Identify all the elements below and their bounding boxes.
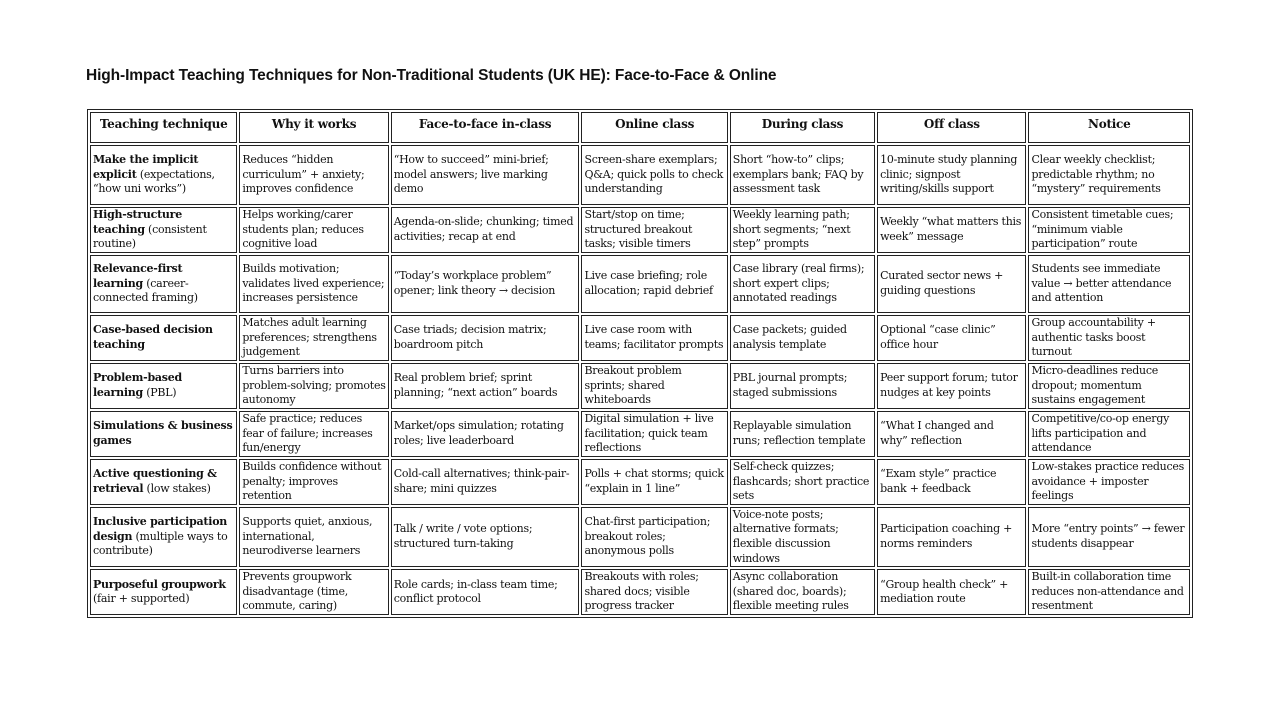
technique-cell xyxy=(90,363,237,409)
table-row xyxy=(90,207,1190,253)
online-cell: Start/stop on time; structured breakout tasks; visible timers xyxy=(581,207,727,253)
notice-cell: Students see immediate value → better attendance and attention xyxy=(1028,255,1190,313)
column-header-why: Why it works xyxy=(239,112,388,143)
f2f-cell: Real problem brief; sprint planning; “next action” boards xyxy=(391,363,580,409)
why-cell: Supports quiet, anxious, international, neurodiverse learners xyxy=(239,507,388,567)
during-cell: Weekly learning path; short segments; “next step” prompts xyxy=(730,207,875,253)
technique-cell xyxy=(90,207,237,253)
column-header-notice: Notice xyxy=(1028,112,1190,143)
online-cell: Breakout problem sprints; shared whiteboards xyxy=(581,363,727,409)
technique-name: Simulations & business games xyxy=(93,419,233,447)
column-header-online: Online class xyxy=(581,112,727,143)
online-cell: Live case briefing; role allocation; rapid debrief xyxy=(581,255,727,313)
technique-cell xyxy=(90,569,237,615)
technique-name: Active questioning & retrieval xyxy=(93,467,217,495)
table-row xyxy=(90,255,1190,313)
table-row xyxy=(90,459,1190,505)
table-row xyxy=(90,363,1190,409)
f2f-cell: Talk / write / vote options; structured turn-taking xyxy=(391,507,580,567)
technique-note: (expectations, “how uni works”) xyxy=(93,167,215,196)
f2f-cell: Cold-call alternatives; think-pair-share; mini quizzes xyxy=(391,459,580,505)
techniques-table xyxy=(87,109,1193,618)
off-cell: Participation coaching + norms reminders xyxy=(877,507,1026,567)
technique-note: (consistent routine) xyxy=(93,222,207,251)
column-header-f2f: Face-to-face in-class xyxy=(391,112,580,143)
technique-note: (fair + supported) xyxy=(93,592,190,606)
f2f-cell: Agenda-on-slide; chunking; timed activities; recap at end xyxy=(391,207,580,253)
table-row xyxy=(90,315,1190,361)
why-cell: Safe practice; reduces fear of failure; increases fun/energy xyxy=(239,411,388,457)
f2f-cell: Role cards; in-class team time; conflict protocol xyxy=(391,569,580,615)
technique-name: Inclusive participation design xyxy=(93,515,228,543)
technique-cell xyxy=(90,507,237,567)
technique-name: High-structure teaching xyxy=(93,208,182,236)
column-header-during: During class xyxy=(730,112,875,143)
table-row xyxy=(90,569,1190,615)
online-cell: Screen-share exemplars; Q&A; quick polls to check understanding xyxy=(581,145,727,205)
during-cell: Short “how-to” clips; exemplars bank; FAQ by assessment task xyxy=(730,145,875,205)
during-cell: Case packets; guided analysis template xyxy=(730,315,875,361)
f2f-cell: Case triads; decision matrix; boardroom pitch xyxy=(391,315,580,361)
notice-cell: Low-stakes practice reduces avoidance + imposter feelings xyxy=(1028,459,1190,505)
notice-cell: Clear weekly checklist; predictable rhythm; no “mystery” requirements xyxy=(1028,145,1190,205)
technique-name: Case-based decision teaching xyxy=(93,323,213,351)
notice-cell: Micro-deadlines reduce dropout; momentum sustains engagement xyxy=(1028,363,1190,409)
online-cell: Breakouts with roles; shared docs; visible progress tracker xyxy=(581,569,727,615)
technique-note: (multiple ways to contribute) xyxy=(93,529,228,558)
technique-name: Problem-based learning xyxy=(93,371,182,399)
technique-name: Relevance-first learning xyxy=(93,262,183,290)
technique-name: Purposeful groupwork xyxy=(93,577,226,591)
off-cell: 10-minute study planning clinic; signpost writing/skills support xyxy=(877,145,1026,205)
during-cell: Case library (real firms); short expert clips; annotated readings xyxy=(730,255,875,313)
f2f-cell: Market/ops simulation; rotating roles; live leaderboard xyxy=(391,411,580,457)
during-cell: Async collaboration (shared doc, boards); flexible meeting rules xyxy=(730,569,875,615)
technique-cell xyxy=(90,145,237,205)
off-cell: “What I changed and why” reflection xyxy=(877,411,1026,457)
during-cell: Replayable simulation runs; reflection template xyxy=(730,411,875,457)
technique-note: (low stakes) xyxy=(143,481,211,495)
column-header-off: Off class xyxy=(877,112,1026,143)
during-cell: Voice-note posts; alternative formats; flexible discussion windows xyxy=(730,507,875,567)
during-cell: Self-check quizzes; flashcards; short practice sets xyxy=(730,459,875,505)
table-header-row xyxy=(90,112,1190,143)
table-row xyxy=(90,411,1190,457)
technique-cell xyxy=(90,255,237,313)
technique-note: (career-connected framing) xyxy=(93,276,198,305)
technique-cell xyxy=(90,459,237,505)
table-row xyxy=(90,145,1190,205)
online-cell: Live case room with teams; facilitator prompts xyxy=(581,315,727,361)
online-cell: Chat-first participation; breakout roles; anonymous polls xyxy=(581,507,727,567)
technique-note: (PBL) xyxy=(142,386,177,399)
technique-name: Make the implicit explicit xyxy=(93,153,199,181)
off-cell: Optional “case clinic” office hour xyxy=(877,315,1026,361)
off-cell: “Group health check” + mediation route xyxy=(877,569,1026,615)
off-cell: Peer support forum; tutor nudges at key points xyxy=(877,363,1026,409)
f2f-cell: “How to succeed” mini-brief; model answers; live marking demo xyxy=(391,145,580,205)
notice-cell: Consistent timetable cues; “minimum viable participation” route xyxy=(1028,207,1190,253)
why-cell: Turns barriers into problem-solving; promotes autonomy xyxy=(239,363,388,409)
online-cell: Polls + chat storms; quick “explain in 1 line” xyxy=(581,459,727,505)
page-title: High-Impact Teaching Techniques for Non-Traditional Students (UK HE): Face-to-Face & Online xyxy=(86,67,777,84)
why-cell: Reduces “hidden curriculum” + anxiety; improves confidence xyxy=(239,145,388,205)
technique-cell xyxy=(90,315,237,361)
why-cell: Prevents groupwork disadvantage (time, commute, caring) xyxy=(239,569,388,615)
table-row xyxy=(90,507,1190,567)
why-cell: Builds confidence without penalty; improves retention xyxy=(239,459,388,505)
notice-cell: Group accountability + authentic tasks boost turnout xyxy=(1028,315,1190,361)
column-header-technique: Teaching technique xyxy=(90,112,237,143)
notice-cell: More “entry points” → fewer students disappear xyxy=(1028,507,1190,567)
why-cell: Helps working/carer students plan; reduces cognitive load xyxy=(239,207,388,253)
off-cell: Curated sector news + guiding questions xyxy=(877,255,1026,313)
during-cell: PBL journal prompts; staged submissions xyxy=(730,363,875,409)
f2f-cell: “Today’s workplace problem” opener; link theory → decision xyxy=(391,255,580,313)
why-cell: Matches adult learning preferences; strengthens judgement xyxy=(239,315,388,361)
off-cell: “Exam style” practice bank + feedback xyxy=(877,459,1026,505)
notice-cell: Competitive/co-op energy lifts participation and attendance xyxy=(1028,411,1190,457)
off-cell: Weekly “what matters this week” message xyxy=(877,207,1026,253)
notice-cell: Built-in collaboration time reduces non-attendance and resentment xyxy=(1028,569,1190,615)
technique-cell xyxy=(90,411,237,457)
why-cell: Builds motivation; validates lived experience; increases persistence xyxy=(239,255,388,313)
online-cell: Digital simulation + live facilitation; quick team reflections xyxy=(581,411,727,457)
